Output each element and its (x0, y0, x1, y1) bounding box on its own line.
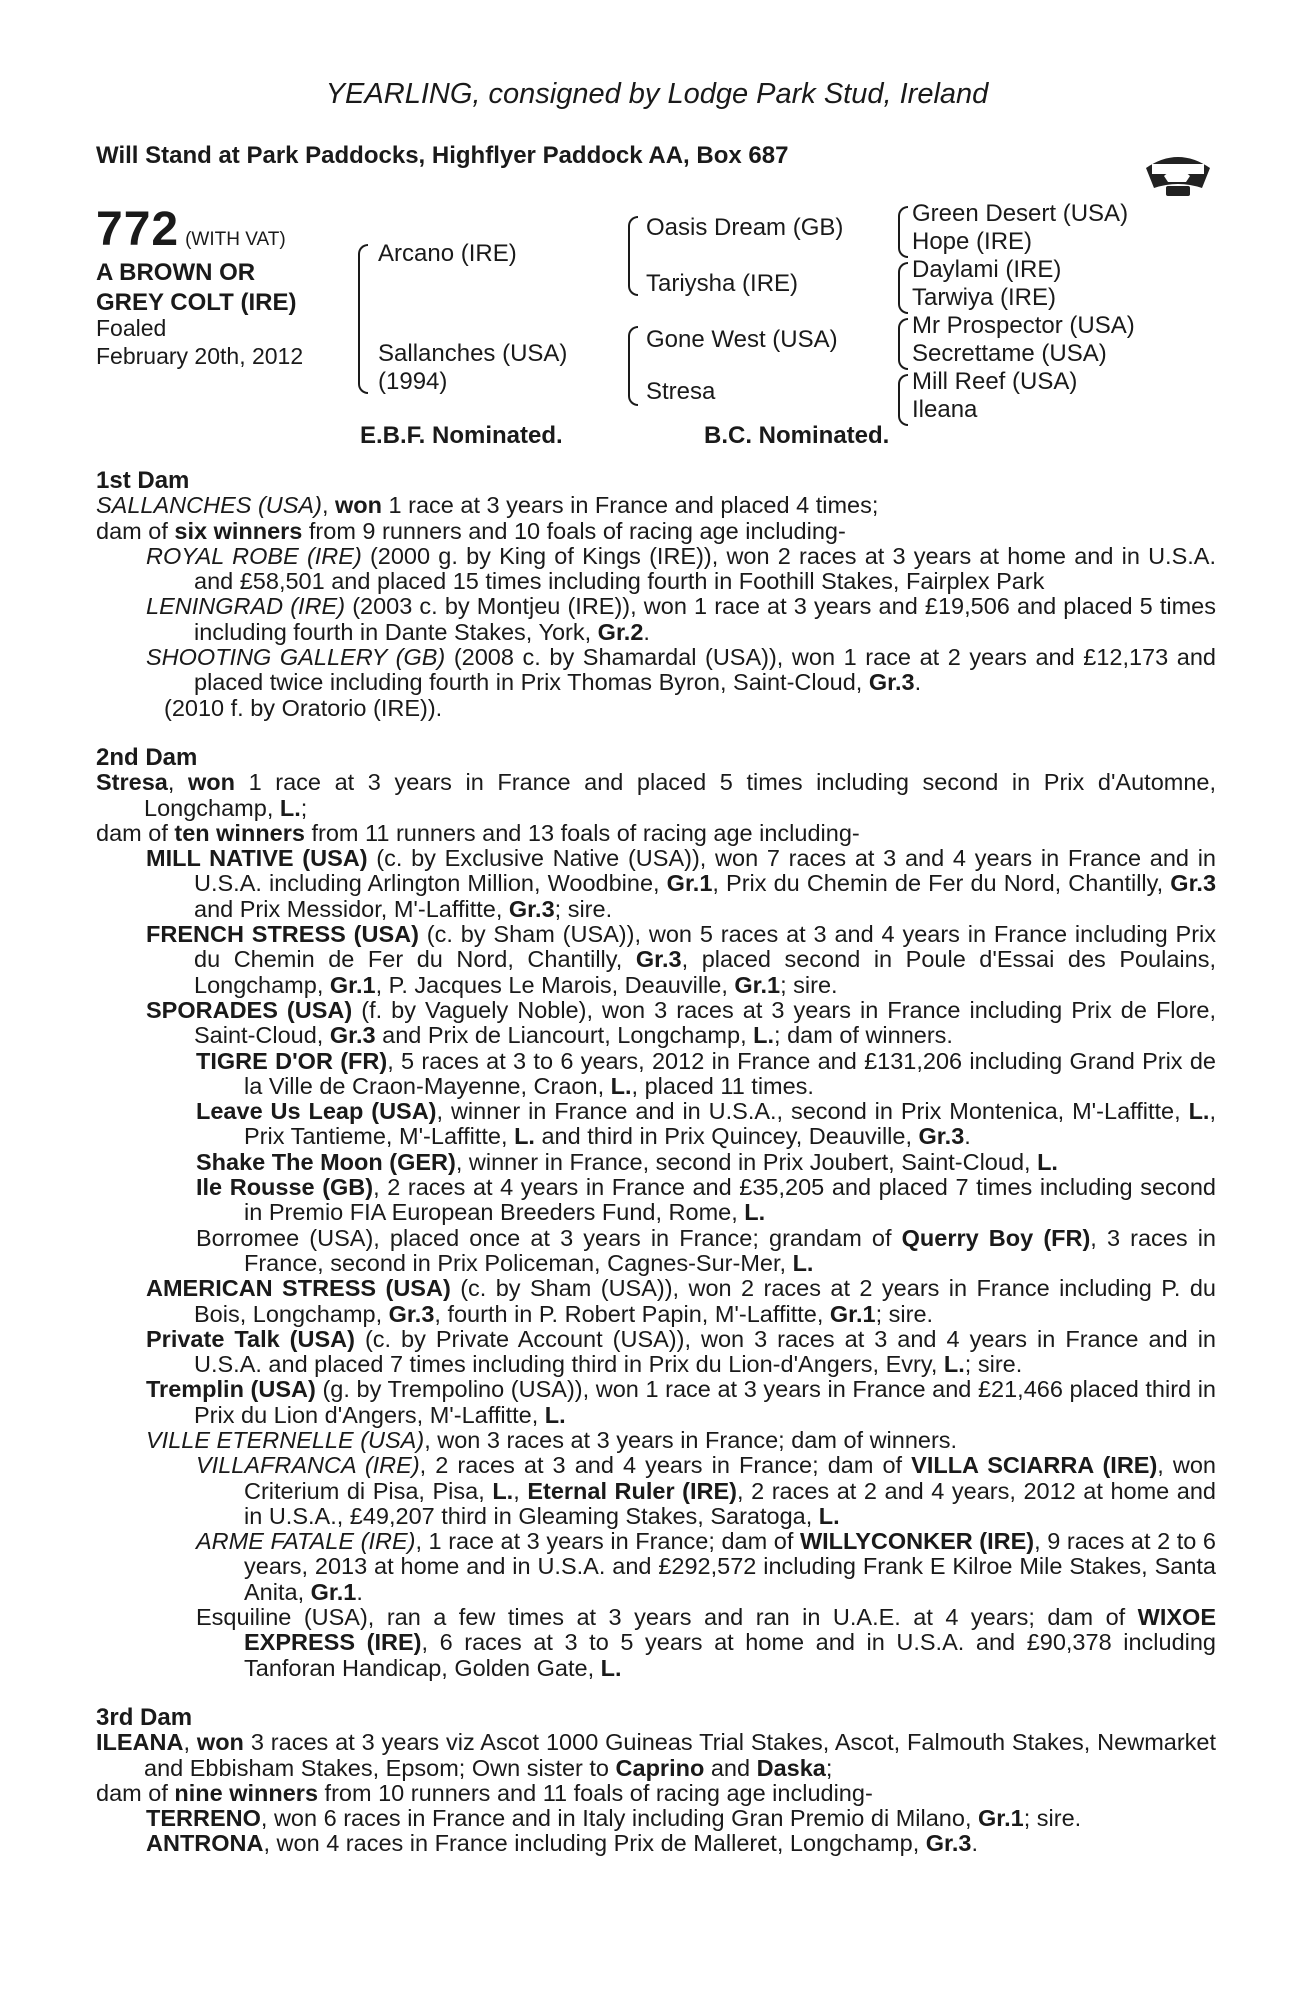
grade: Gr.3 (329, 1022, 376, 1049)
progeny-entry (146, 1377, 1216, 1428)
entry-text: . (964, 1123, 971, 1150)
horse-name: SHOOTING GALLERY (GB) (146, 644, 446, 671)
horse-name: ANTRONA (146, 1830, 264, 1857)
entry-text: ; sire. (1023, 1805, 1082, 1832)
entry-text: ; sire. (875, 1300, 934, 1327)
lot-number: 772 (96, 203, 180, 256)
progeny-entry (196, 1605, 1216, 1681)
grade: L. (610, 1072, 632, 1099)
entry-text: , 9 races at 2 to 6 years, 2013 at home and in U.S.A. and £292,572 including Frank E Kilroe Mile Stakes, Santa Anita, (244, 1528, 1217, 1605)
winners-count: six winners (174, 517, 303, 544)
grade: Gr.3 (508, 895, 555, 922)
entry-text: (c. by Sham (USA)), won 5 races at 3 and 4 years in France including Prix du Chemin de Fer du Nord, Chantilly, (194, 921, 1216, 973)
entry-text: (c. by Exclusive Native (USA)), won 7 races at 3 and 4 years in France and in U.S.A. including Arlington Million, Woodbine, (194, 845, 1216, 897)
second-dam-heading: 2nd Dam (96, 743, 198, 771)
pedigree-brace (628, 216, 638, 296)
progeny-entry (146, 1276, 1216, 1327)
grade: Gr.1 (666, 870, 713, 897)
horse-name: Querry Boy (FR) (901, 1224, 1091, 1251)
produce-text: dam of (96, 819, 168, 846)
entry-text: , 5 races at 3 to 6 years, 2012 in France and £131,206 including Grand Prix de la Ville de Craon-Mayenne, Craon, (244, 1047, 1216, 1099)
progeny-entry (196, 1049, 1216, 1100)
pedigree-notes (96, 468, 1216, 1857)
pedigree-sire-sire: Oasis Dream (GB) (646, 214, 844, 241)
grade: L. (600, 1654, 622, 1681)
horse-name: Leave Us Leap (USA) (196, 1098, 437, 1125)
horse-name: Daska (756, 1754, 826, 1781)
entry-text: , P. Jacques Le Marois, Deauville, (375, 971, 728, 998)
vat-note: (WITH VAT) (185, 229, 286, 250)
entry-text: , won 6 races in France and in Italy including Gran Premio di Milano, (260, 1805, 972, 1832)
horse-name: Eternal Ruler (IRE) (527, 1477, 737, 1504)
entry-text: and Prix Messidor, M'-Laffitte, (194, 895, 503, 922)
progeny-entry (146, 1806, 1216, 1831)
progeny-entry: LENINGRAD (IRE) (2003 c. by Montjeu (IRE)), won 1 race at 3 years and £19,506 and placed 5 times including fourth in Dante Stakes, York, Gr.2. (146, 593, 1216, 645)
entry-text: ; sire. (554, 895, 613, 922)
produce-text: dam of (96, 517, 168, 544)
progeny-entry (196, 1150, 1216, 1175)
pedigree-dd-sire: Mill Reef (USA) (912, 368, 1078, 395)
progeny-entry (146, 1428, 1216, 1453)
pedigree-sire: Arcano (IRE) (378, 240, 517, 267)
grade: L. (753, 1022, 775, 1049)
entry-text: ; sire. (780, 971, 838, 998)
grade: L. (492, 1477, 514, 1504)
grade: Gr.3 (918, 1123, 965, 1150)
pedigree-ds-sire: Mr Prospector (USA) (912, 312, 1135, 339)
entry-text: , placed 11 times. (631, 1072, 814, 1099)
grade: Gr.3 (868, 669, 915, 696)
produce-text: from 11 runners and 13 foals of racing age including- (311, 819, 860, 846)
pedigree-sd-sire: Daylami (IRE) (912, 256, 1062, 283)
horse-name: Tremplin (USA) (146, 1376, 316, 1403)
dam-name: Stresa (96, 769, 168, 796)
grade: Gr.1 (829, 1300, 876, 1327)
record-text: 1 race at 3 years in France and placed 5 times including second in Prix d'Automne, Longchamp, (144, 769, 1217, 821)
dam-name: ILEANA (96, 1729, 184, 1756)
pedigree-dam-year: (1994) (378, 368, 448, 395)
entry-text: (2008 c. by Shamardal (USA)), won 1 race at 2 years and £12,173 and placed twice including fourth in Prix Thomas Byron, Saint-Cloud, (194, 644, 1216, 696)
winners-count: nine winners (174, 1779, 319, 1806)
grade: L. (544, 1401, 566, 1428)
horse-name: VILLA SCIARRA (IRE) (911, 1452, 1158, 1479)
won-label: won (196, 1729, 244, 1756)
horse-name: SPORADES (USA) (146, 996, 353, 1023)
pedigree-brace (358, 244, 368, 394)
entry-text: , winner in France, second in Prix Joubert, Saint-Cloud, (455, 1148, 1031, 1175)
entry-text: , 2 races at 3 and 4 years in France; dam of (419, 1452, 903, 1479)
horse-name: FRENCH STRESS (USA) (146, 921, 419, 948)
grade: Gr.1 (734, 971, 781, 998)
horse-name: MILL NATIVE (USA) (146, 845, 368, 872)
progeny-entry (196, 1099, 1216, 1150)
record-text: 1 race at 3 years in France and placed 4 times; (388, 492, 879, 519)
progeny-entry (196, 1453, 1216, 1529)
entry-text: and third in Prix Quincey, Deauville, (541, 1123, 912, 1150)
foaled-info (96, 314, 303, 370)
third-dam-heading: 3rd Dam (96, 1703, 193, 1731)
entry-text: (c. by Private Account (USA)), won 3 races at 3 and 4 years in France and in U.S.A. and placed 7 times including third in Prix du Lion-d'Angers, Evry, (194, 1325, 1216, 1378)
progeny-entry: (2010 f. by Oratorio (IRE)). (164, 694, 443, 721)
horse-name: VILLAFRANCA (IRE) (196, 1452, 420, 1479)
second-dam-record: Stresa, won 1 race at 3 years in France and placed 5 times including second in Prix d'Automne, Longchamp, L.; (96, 769, 1217, 821)
entry-text: . (356, 1578, 363, 1605)
pedigree-dam-sire: Gone West (USA) (646, 326, 838, 353)
progeny-entry (146, 998, 1216, 1049)
grade: L. (1188, 1098, 1210, 1125)
first-dam-heading: 1st Dam (96, 467, 190, 494)
entry-text: , won 4 races in France including Prix de Malleret, Longchamp, (263, 1830, 920, 1857)
first-dam-produce (96, 519, 1216, 544)
grade: Gr.3 (1170, 870, 1217, 897)
entry-text: (2000 g. by King of Kings (IRE)), won 2 races at 3 years at home and in U.S.A. and £58,501 and placed 15 times including fourth in Foothill Stakes, Fairplex Park (194, 542, 1216, 595)
description-line: GREY COLT (IRE) (96, 289, 297, 316)
grade: L. (1037, 1148, 1058, 1175)
entry-text: ; sire. (964, 1351, 1023, 1378)
entry-text: and Prix de Liancourt, Longchamp, (382, 1022, 747, 1049)
grade: Gr.2 (597, 618, 644, 645)
entry-text: . (971, 1830, 979, 1857)
foaled-label: Foaled (96, 315, 167, 341)
horse-name: TERRENO (146, 1805, 261, 1832)
entry-text: , 6 races at 3 to 5 years at home and in U.S.A. and £90,378 including Tanforan Handicap, Golden Gate, (244, 1629, 1216, 1681)
description-line: A BROWN OR (96, 259, 256, 286)
entry-text: , 1 race at 3 years in France; dam of (415, 1528, 794, 1555)
pedigree-brace (898, 206, 908, 258)
horse-name: Private Talk (USA) (146, 1325, 355, 1352)
dam-name: SALLANCHES (USA) (96, 492, 322, 519)
grade: L. (818, 1502, 840, 1529)
entry-text: , winner in France and in U.S.A., second in Prix Montenica, M'-Laffitte, (436, 1098, 1181, 1125)
grade: Gr.3 (388, 1300, 435, 1327)
horse-name: WILLYCONKER (IRE) (799, 1528, 1035, 1555)
horse-name: ROYAL ROBE (IRE) (146, 542, 362, 569)
entry-text: , 3 races in France, second in Prix Policeman, Cagnes-Sur-Mer, (244, 1224, 1216, 1276)
progeny-entry (146, 846, 1216, 922)
horse-name: Ile Rousse (GB) (196, 1174, 374, 1201)
entry-text: (2003 c. by Montjeu (IRE)), won 1 race at 3 years and £19,506 and placed 5 times including fourth in Dante Stakes, York, (194, 593, 1216, 645)
entry-text: Borromee (USA), placed once at 3 years in France; grandam of (196, 1224, 892, 1251)
entry-text: Esquiline (USA), ran a few times at 3 years and ran in U.A.E. at 4 years; dam of (196, 1604, 1126, 1631)
grade: L. (744, 1199, 766, 1226)
pedigree-ss-sire: Green Desert (USA) (912, 200, 1129, 227)
grade: Gr.1 (310, 1578, 357, 1605)
entry-text: , 2 races at 4 years in France and £35,205 and placed 7 times including second in Premio FIA European Breeders Fund, Rome, (244, 1174, 1216, 1226)
horse-name: LENINGRAD (IRE) (146, 593, 346, 620)
ebf-nominated: E.B.F. Nominated. (360, 422, 563, 449)
entry-text: , won 3 races at 3 years in France; dam of winners. (424, 1426, 958, 1453)
horse-name: ARME FATALE (IRE) (196, 1528, 416, 1555)
grade: Gr.3 (925, 1830, 972, 1857)
progeny-entry (146, 1831, 1216, 1856)
pedigree-dam-dam: Stresa (646, 378, 716, 405)
foaled-date: February 20th, 2012 (96, 343, 304, 369)
record-text: ; (825, 1754, 833, 1781)
bc-nominated: B.C. Nominated. (704, 422, 890, 449)
horse-name: WIXOE EXPRESS (IRE) (244, 1604, 1217, 1656)
grade: L. (792, 1249, 814, 1276)
entry-text: , 2 races at 2 and 4 years, 2012 at home and in U.S.A., £49,207 third in Gleaming Stakes, Saratoga, (244, 1477, 1216, 1529)
pedigree-sd-dam: Tarwiya (IRE) (912, 284, 1057, 311)
produce-text: from 9 runners and 10 foals of racing age including- (308, 517, 846, 544)
entry-text: , Prix du Chemin de Fer du Nord, Chantilly, (712, 870, 1164, 897)
record-text: 3 races at 3 years viz Ascot 1000 Guineas Trial Stakes, Ascot, Falmouth Stakes, Newmarket and Ebbisham Stakes, Epsom; Own sister to (144, 1729, 1217, 1781)
winners-count: ten winners (174, 819, 305, 846)
lot-heading (96, 202, 286, 257)
sale-heading: YEARLING, consigned by Lodge Park Stud, Ireland (325, 78, 989, 110)
progeny-entry (196, 1175, 1216, 1226)
lot-description (96, 258, 296, 318)
grade: L. (943, 1351, 965, 1378)
third-dam-produce (96, 1781, 1216, 1806)
horse-name: VILLE ETERNELLE (USA) (146, 1426, 425, 1453)
entry-text: (g. by Trempolino (USA)), won 1 race at 3 years in France and £21,466 placed third in Prix du Lion d'Angers, M'-Laffitte, (194, 1376, 1217, 1428)
pedigree-dam: Sallanches (USA) (378, 340, 568, 367)
pedigree-sire-dam: Tariysha (IRE) (646, 270, 799, 297)
progeny-entry (196, 1529, 1216, 1605)
won-label: won (335, 492, 382, 519)
horse-name: Caprino (615, 1754, 705, 1781)
third-dam-record: ILEANA, won 3 races at 3 years viz Ascot 1000 Guineas Trial Stakes, Ascot, Falmouth Stakes, Newmarket and Ebbisham Stakes, Epsom; Own sister to Caprino and Daska; (96, 1729, 1217, 1781)
horse-name: Shake The Moon (GER) (196, 1148, 456, 1175)
progeny-entry (146, 922, 1216, 998)
grade: Gr.3 (635, 946, 682, 973)
won-label: won (188, 769, 235, 796)
entry-text: (f. by Vaguely Noble), won 3 races at 3 years in France including Prix de Flore, Saint-Cloud, (194, 996, 1217, 1049)
pedigree-brace (898, 262, 908, 314)
pedigree-ss-dam: Hope (IRE) (912, 228, 1033, 255)
pedigree-brace (898, 318, 908, 370)
pedigree-dd-dam: Ileana (912, 396, 978, 423)
horse-name: TIGRE D'OR (FR) (196, 1047, 388, 1074)
pedigree-brace (628, 326, 638, 406)
pedigree-ds-dam: Secrettame (USA) (912, 340, 1107, 367)
yearling-bonus-badge-icon (1142, 146, 1214, 198)
produce-text: from 10 runners and 11 foals of racing age including- (324, 1779, 873, 1806)
grade: Gr.1 (329, 971, 376, 998)
record-text: and (710, 1754, 751, 1781)
grade: L. (279, 794, 301, 821)
stable-location: Will Stand at Park Paddocks, Highflyer Paddock AA, Box 687 (96, 142, 789, 169)
entry-text: , fourth in P. Robert Papin, M'-Laffitte, (434, 1300, 824, 1327)
progeny-entry: SHOOTING GALLERY (GB) (2008 c. by Shamardal (USA)), won 1 race at 2 years and £12,173 and placed twice including fourth in Prix Thomas Byron, Saint-Cloud, Gr.3. (146, 644, 1216, 696)
entry-text: , placed second in Poule d'Essai des Poulains, Longchamp, (194, 946, 1216, 998)
pedigree-brace (898, 374, 908, 426)
second-dam-produce (96, 821, 1216, 846)
entry-text: , Prix Tantieme, M'-Laffitte, (244, 1098, 1216, 1150)
progeny-entry (196, 1226, 1216, 1277)
entry-text: , (513, 1477, 520, 1504)
produce-text: dam of (96, 1779, 168, 1806)
progeny-entry (146, 1327, 1216, 1378)
grade: Gr.1 (978, 1805, 1024, 1832)
entry-text: , won Criterium di Pisa, Pisa, (244, 1452, 1216, 1504)
progeny-entry (146, 544, 1216, 595)
entry-text: (c. by Sham (USA)), won 2 races at 2 years in France including P. du Bois, Longchamp, (194, 1275, 1216, 1327)
first-dam-record: SALLANCHES (USA), won 1 race at 3 years in France and placed 4 times; (96, 492, 879, 519)
horse-name: AMERICAN STRESS (USA) (146, 1275, 451, 1302)
grade: L. (514, 1123, 535, 1150)
entry-text: ; dam of winners. (774, 1022, 953, 1049)
